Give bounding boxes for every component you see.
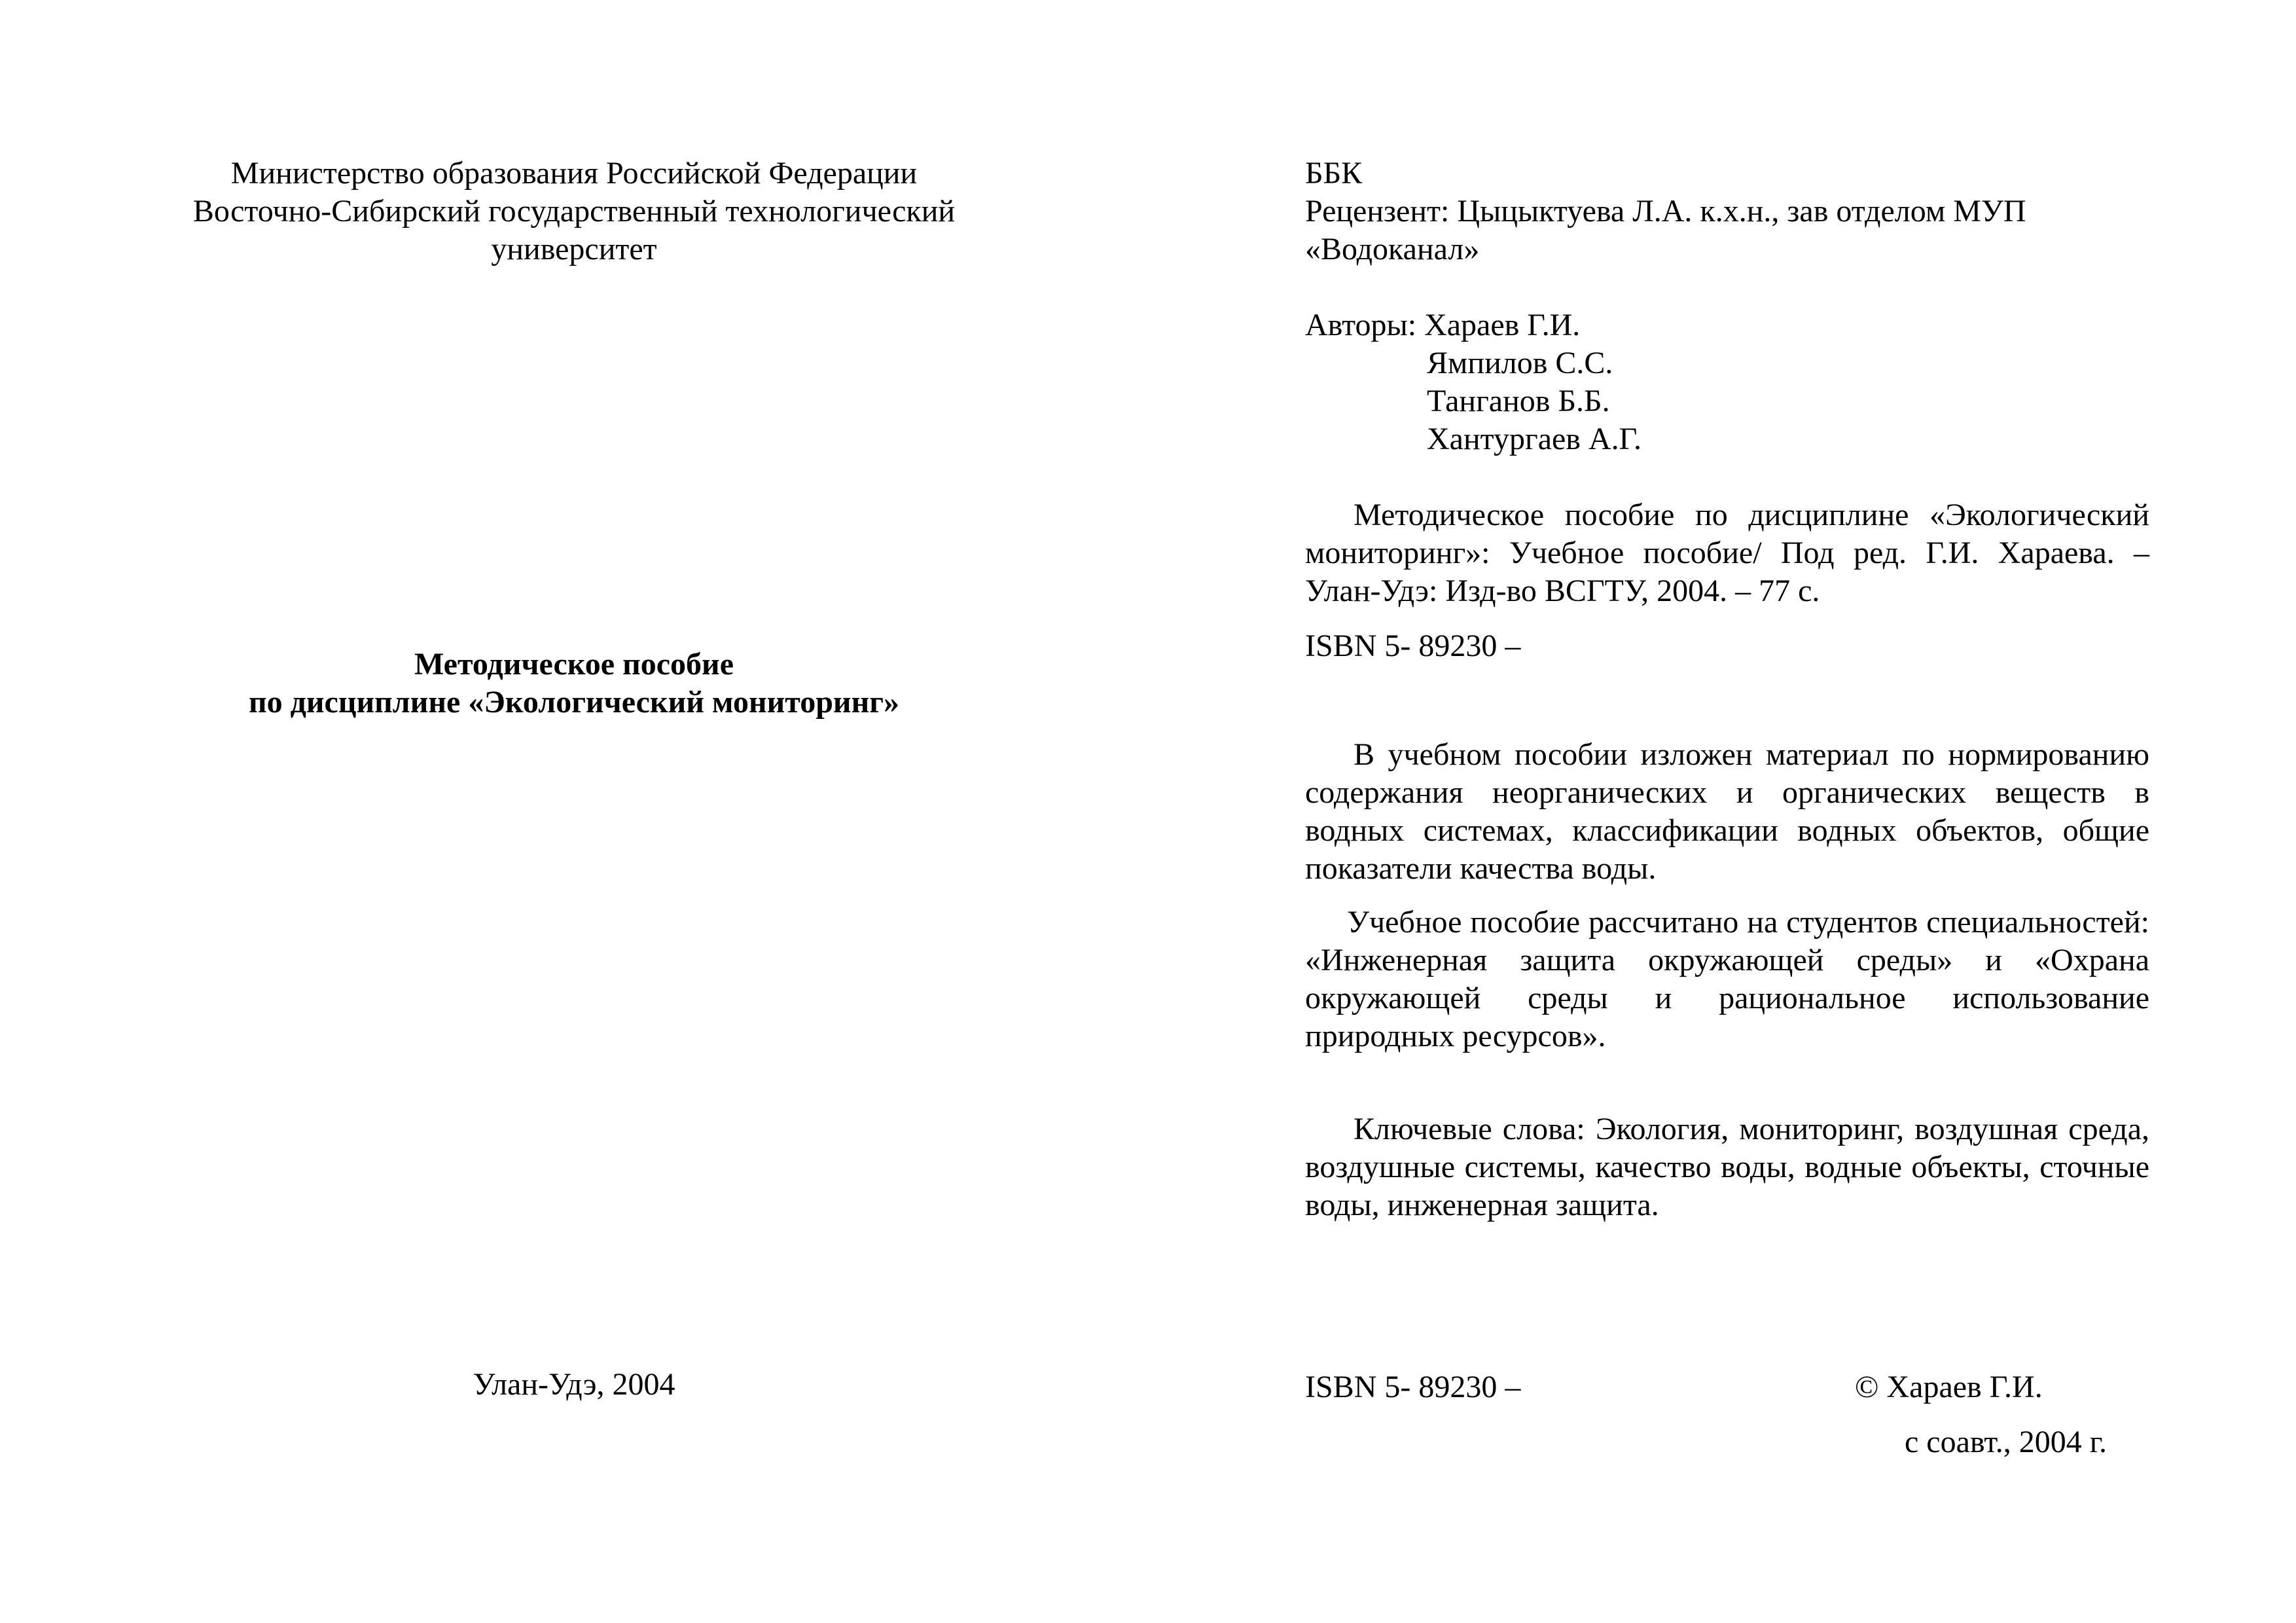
author-name-4: Хантургаев А.Г.	[1427, 422, 1641, 456]
institution-line-3: университет	[491, 232, 657, 266]
isbn-bottom: ISBN 5- 89230 –	[1305, 1370, 1521, 1404]
bbk-label: ББК	[1305, 156, 1363, 191]
copyright-holder: © Хараев Г.И.	[1855, 1370, 2043, 1404]
isbn-top: ISBN 5- 89230 –	[1305, 629, 1521, 663]
reviewer-line-1: Рецензент: Цыцыктуева Л.А. к.х.н., зав отделом МУП	[1305, 194, 2026, 228]
right-page	[1148, 0, 2296, 1623]
abstract-paragraph-1: В учебном пособии изложен материал по нормированию содержания неорганических и органических веществ в водных системах, классификации водных объектов, общие показатели качества воды.	[1305, 737, 2149, 886]
title-line-1: Методическое пособие	[414, 647, 734, 682]
title-line-2: по дисциплине «Экологический мониторинг»	[248, 685, 900, 720]
institution-heading	[0, 155, 1148, 268]
institution-line-2: Восточно-Сибирский государственный технологический	[192, 194, 956, 228]
reviewer	[1305, 192, 2149, 268]
authors-label: Авторы:	[1305, 308, 1417, 342]
reviewer-line-2: «Водоканал»	[1305, 232, 1480, 266]
abstract-paragraph-2: Учебное пособие рассчитано на студентов специальностей: «Инженерная защита окружающей среды» и «Охрана окружающей среды и рациональное использование природных ресурсов».	[1305, 905, 2149, 1053]
institution-line-1: Министерство образования Российской Федерации	[230, 156, 918, 191]
authors	[1305, 306, 2149, 458]
author-name-1: Хараев Г.И.	[1424, 308, 1581, 342]
city-year: Улан-Удэ, 2004	[473, 1367, 675, 1402]
bibliographic-description: Методическое пособие по дисциплине «Экологический мониторинг»: Учебное пособие/ Под ред. Г.И. Хараева. – Улан-Удэ: Изд-во ВСГТУ, 2004. – 77 с.	[1305, 498, 2149, 608]
author-name-2: Ямпилов С.С.	[1427, 346, 1613, 380]
document-title	[0, 646, 1148, 721]
keywords: Ключевые слова: Экология, мониторинг, воздушная среда, воздушные системы, качество воды, водные объекты, сточные воды, инженерная защита.	[1305, 1112, 2149, 1222]
author-name-3: Танганов Б.Б.	[1427, 384, 1610, 418]
copyright-year: с соавт., 2004 г.	[1905, 1425, 2108, 1459]
